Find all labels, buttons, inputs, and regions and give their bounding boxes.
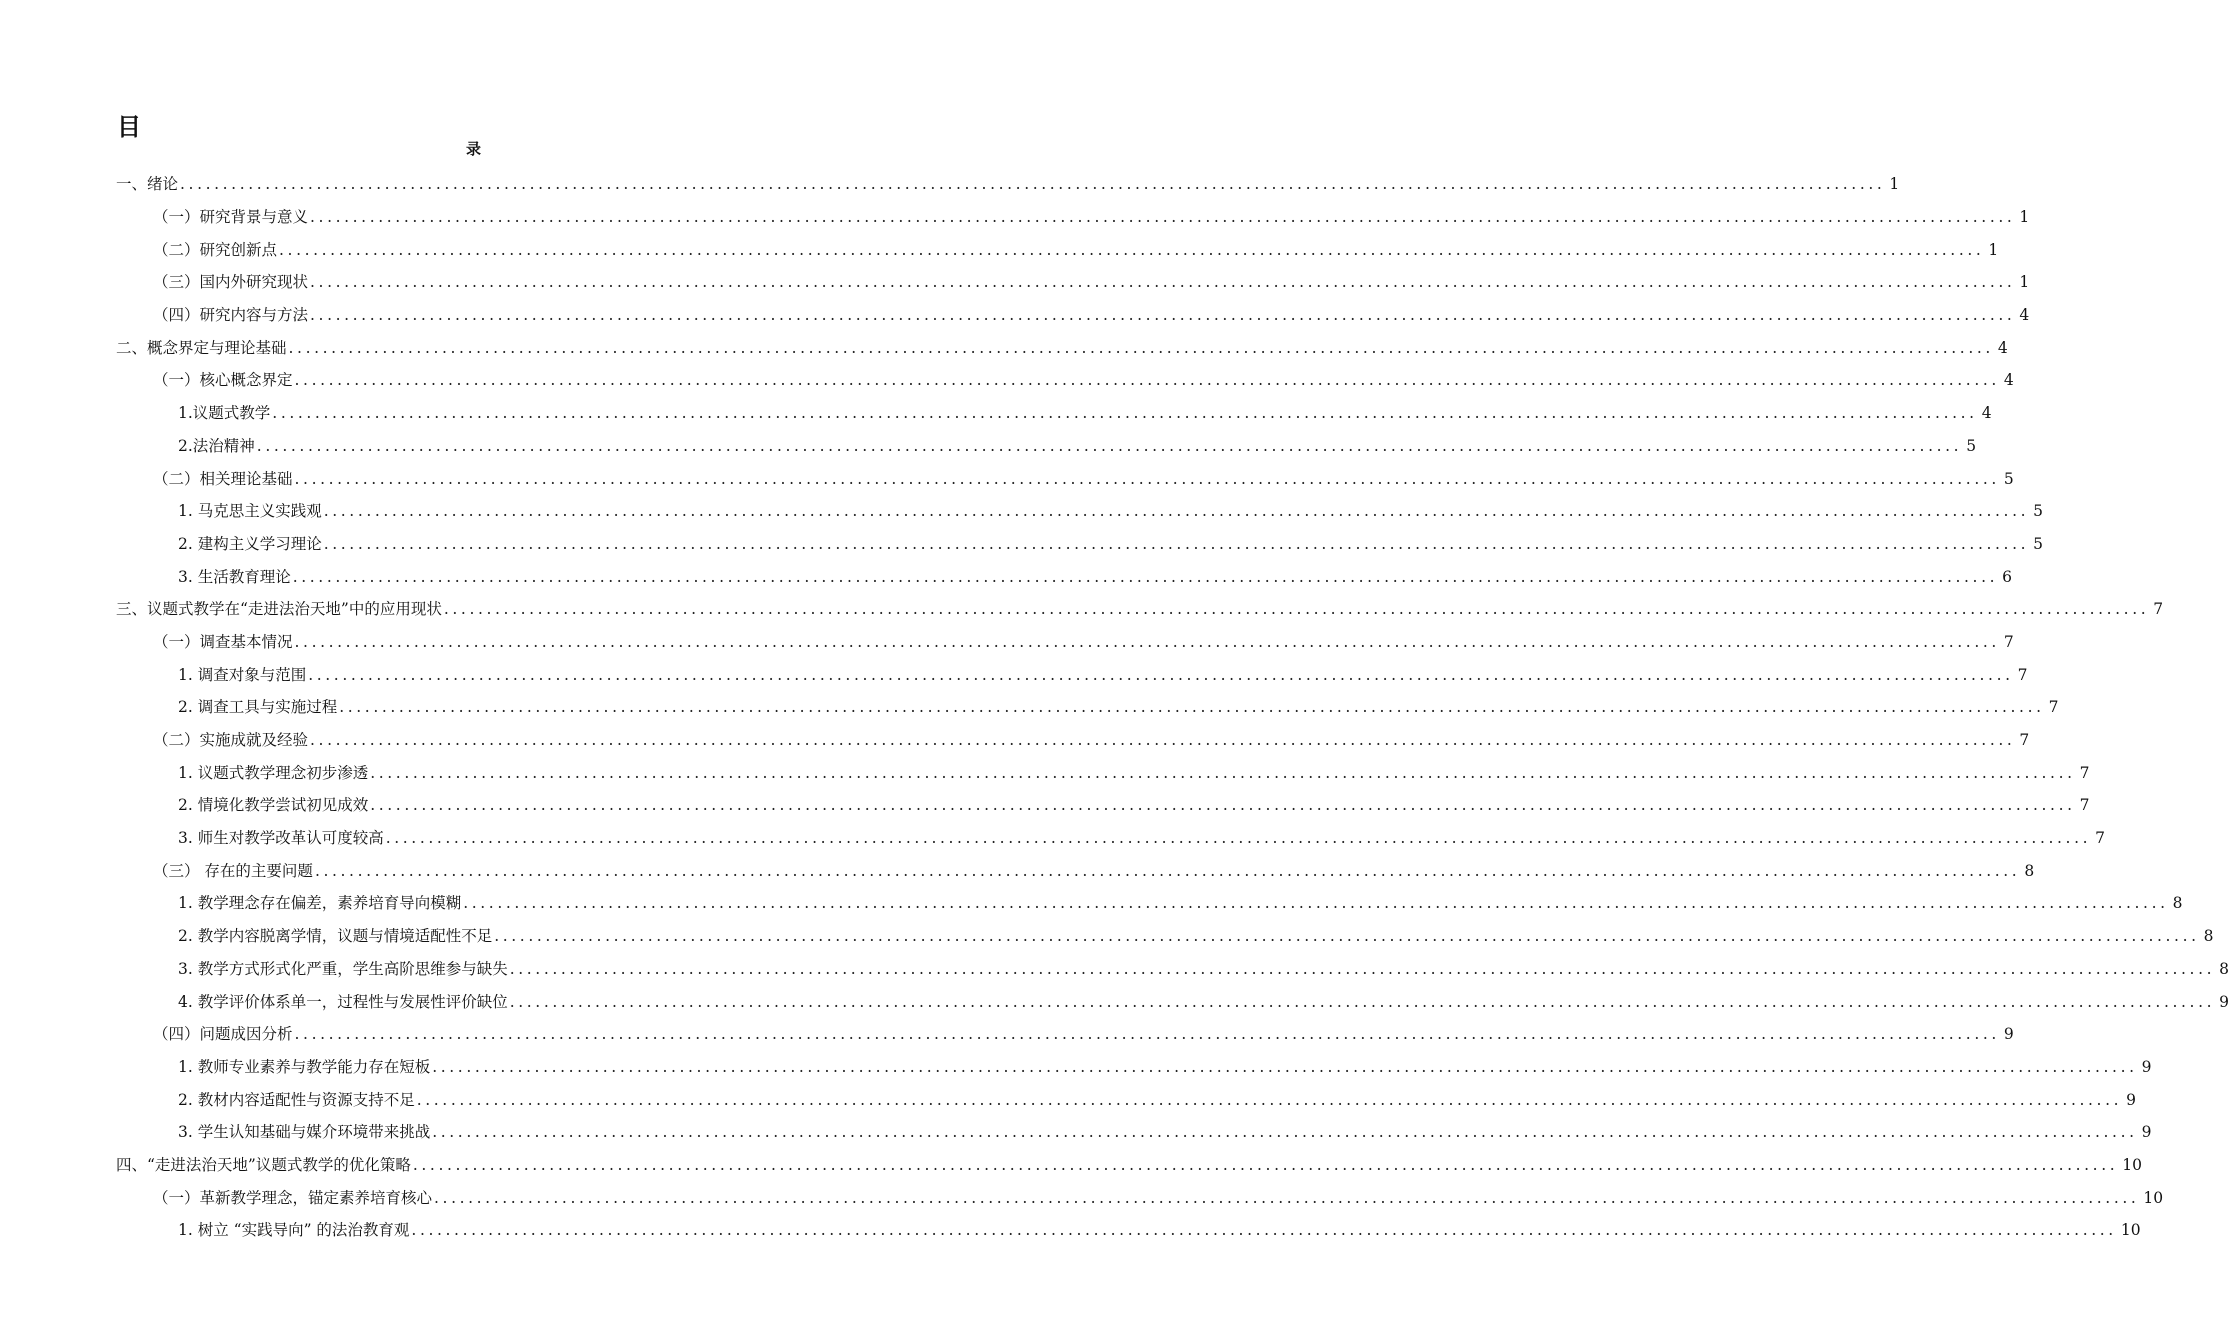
toc-entry-page-number: 4 bbox=[1997, 338, 2008, 357]
toc-entry-level2[interactable] bbox=[0, 626, 2014, 659]
toc-entry-title: （二）实施成就及经验 bbox=[153, 731, 309, 750]
toc-entry-page-number: 7 bbox=[2017, 665, 2028, 684]
toc-dot-leader: ........................................................................................................................................................................................................ bbox=[443, 600, 2150, 619]
toc-dot-leader: ........................................................................................................................................................................................................ bbox=[432, 1057, 2138, 1076]
toc-entry-level3[interactable] bbox=[0, 1051, 2152, 1084]
toc-entry-page-number: 9 bbox=[2126, 1090, 2136, 1109]
toc-entry-level2[interactable] bbox=[0, 233, 1999, 266]
toc-entry-level3[interactable] bbox=[0, 1214, 2141, 1247]
toc-entry-title: （一）研究背景与意义 bbox=[153, 208, 309, 227]
toc-list bbox=[0, 168, 2229, 1247]
toc-entry-level2[interactable] bbox=[0, 1018, 2014, 1051]
toc-entry-title: （一）核心概念界定 bbox=[153, 371, 293, 390]
toc-dot-leader: ........................................................................................................................................................................................................ bbox=[310, 306, 2016, 325]
toc-dot-leader: ........................................................................................................................................................................................................ bbox=[294, 1025, 2000, 1044]
toc-entry-title: 二、概念界定与理论基础 bbox=[116, 338, 287, 357]
toc-entry-page-number: 9 bbox=[2141, 1123, 2152, 1142]
toc-dot-leader: ........................................................................................................................................................................................................ bbox=[288, 338, 1994, 357]
toc-entry-page-number: 8 bbox=[2203, 927, 2214, 946]
toc-entry-level2[interactable] bbox=[0, 854, 2035, 887]
toc-entry-page-number: 1 bbox=[2019, 208, 2030, 227]
toc-entry-level2[interactable] bbox=[0, 201, 2030, 234]
toc-entry-level3[interactable] bbox=[0, 397, 1992, 430]
toc-entry-page-number: 4 bbox=[2019, 306, 2030, 325]
toc-entry-page-number: 5 bbox=[1966, 436, 1977, 455]
toc-entry-page-number: 9 bbox=[2003, 1025, 2014, 1044]
toc-entry-title: 1. 调查对象与范围 bbox=[178, 665, 307, 684]
toc-dot-leader: ........................................................................................................................................................................................................ bbox=[308, 665, 2014, 684]
toc-entry-title: （三）国内外研究现状 bbox=[153, 273, 309, 292]
toc-entry-page-number: 8 bbox=[2172, 894, 2183, 913]
toc-entry-level3[interactable] bbox=[0, 691, 2059, 724]
toc-dot-leader: ........................................................................................................................................................................................................ bbox=[370, 763, 2076, 782]
toc-entry-page-number: 1 bbox=[2019, 273, 2030, 292]
toc-entry-level3[interactable] bbox=[0, 1116, 2152, 1149]
toc-entry-title: （一）革新教学理念，锚定素养培育核心 bbox=[153, 1188, 433, 1207]
toc-entry-level2[interactable] bbox=[0, 462, 2014, 495]
toc-entry-page-number: 4 bbox=[1981, 404, 1992, 423]
toc-dot-leader: ........................................................................................................................................................................................................ bbox=[385, 829, 2092, 848]
toc-entry-title: 2. 情境化教学尝试初见成效 bbox=[178, 796, 369, 815]
toc-entry-title: 2. 教学内容脱离学情，议题与情境适配性不足 bbox=[178, 927, 493, 946]
toc-entry-page-number: 7 bbox=[2153, 600, 2164, 619]
toc-entry-page-number: 7 bbox=[2079, 763, 2090, 782]
toc-entry-page-number: 5 bbox=[2033, 534, 2043, 553]
toc-dot-leader: ........................................................................................................................................................................................................ bbox=[416, 1090, 2123, 1109]
toc-entry-level3[interactable] bbox=[0, 1083, 2136, 1116]
toc-entry-page-number: 7 bbox=[2003, 632, 2014, 651]
toc-entry-page-number: 10 bbox=[2122, 1155, 2142, 1174]
toc-entry-level3[interactable] bbox=[0, 658, 2028, 691]
toc-entry-level2[interactable] bbox=[0, 724, 2030, 757]
toc-entry-page-number: 1 bbox=[1889, 175, 1900, 194]
toc-entry-title: 3. 生活教育理论 bbox=[178, 567, 291, 586]
toc-entry-level3[interactable] bbox=[0, 985, 2229, 1018]
toc-dot-leader: ........................................................................................................................................................................................................ bbox=[256, 436, 1963, 455]
toc-entry-title: 四、“走进法治天地”议题式教学的优化策略 bbox=[116, 1155, 411, 1174]
toc-entry-title: 三、议题式教学在“走进法治天地”中的应用现状 bbox=[116, 600, 442, 619]
toc-entry-title: 2. 调查工具与实施过程 bbox=[178, 698, 338, 717]
toc-entry-level3[interactable] bbox=[0, 560, 2012, 593]
toc-entry-page-number: 7 bbox=[2095, 829, 2105, 848]
toc-entry-title: （二）相关理论基础 bbox=[153, 469, 293, 488]
toc-dot-leader: ........................................................................................................................................................................................................ bbox=[180, 175, 1886, 194]
toc-dot-leader: ........................................................................................................................................................................................................ bbox=[509, 992, 2216, 1011]
toc-entry-level1[interactable] bbox=[0, 1149, 2142, 1182]
toc-entry-page-number: 10 bbox=[2143, 1188, 2164, 1207]
toc-dot-leader: ........................................................................................................................................................................................................ bbox=[279, 240, 1985, 259]
toc-dot-leader: ........................................................................................................................................................................................................ bbox=[294, 371, 2000, 390]
toc-entry-title: 3. 师生对教学改革认可度较高 bbox=[178, 829, 384, 848]
toc-entry-level1[interactable] bbox=[0, 593, 2164, 626]
toc-entry-page-number: 7 bbox=[2048, 698, 2059, 717]
toc-entry-level3[interactable] bbox=[0, 920, 2214, 953]
toc-entry-title: 1. 议题式教学理念初步渗透 bbox=[178, 763, 369, 782]
toc-entry-page-number: 5 bbox=[2033, 502, 2043, 521]
toc-dot-leader: ........................................................................................................................................................................................................ bbox=[434, 1188, 2140, 1207]
toc-entry-page-number: 8 bbox=[2024, 861, 2035, 880]
toc-entry-title: 4. 教学评价体系单一，过程性与发展性评价缺位 bbox=[178, 992, 508, 1011]
toc-title-part2: 录 bbox=[466, 140, 482, 158]
toc-entry-title: （四）问题成因分析 bbox=[153, 1025, 293, 1044]
toc-entry-title: （一）调查基本情况 bbox=[153, 632, 293, 651]
toc-entry-page-number: 1 bbox=[1988, 240, 1999, 259]
toc-entry-page-number: 5 bbox=[2003, 469, 2014, 488]
toc-dot-leader: ........................................................................................................................................................................................................ bbox=[339, 698, 2045, 717]
toc-entry-title: 1.议题式教学 bbox=[178, 404, 271, 423]
toc-dot-leader: ........................................................................................................................................................................................................ bbox=[292, 567, 1999, 586]
toc-entry-level3[interactable] bbox=[0, 887, 2183, 920]
toc-entry-page-number: 6 bbox=[2002, 567, 2012, 586]
toc-entry-level1[interactable] bbox=[0, 168, 1900, 201]
toc-dot-leader: ........................................................................................................................................................................................................ bbox=[370, 796, 2076, 815]
toc-entry-level3[interactable] bbox=[0, 495, 2043, 528]
toc-dot-leader: ........................................................................................................................................................................................................ bbox=[323, 534, 2030, 553]
toc-entry-level3[interactable] bbox=[0, 756, 2090, 789]
toc-entry-level2[interactable] bbox=[0, 364, 2014, 397]
toc-entry-title: 2. 建构主义学习理论 bbox=[178, 534, 322, 553]
toc-dot-leader: ........................................................................................................................................................................................................ bbox=[323, 502, 2030, 521]
toc-entry-level2[interactable] bbox=[0, 299, 2030, 332]
toc-entry-title: 2.法治精神 bbox=[178, 436, 255, 455]
toc-dot-leader: ........................................................................................................................................................................................................ bbox=[509, 959, 2216, 978]
toc-entry-page-number: 8 bbox=[2219, 959, 2229, 978]
toc-entry-title: 1. 马克思主义实践观 bbox=[178, 502, 322, 521]
toc-entry-page-number: 4 bbox=[2003, 371, 2014, 390]
toc-entry-level3[interactable] bbox=[0, 822, 2105, 855]
toc-entry-title: （四）研究内容与方法 bbox=[153, 306, 309, 325]
toc-dot-leader: ........................................................................................................................................................................................................ bbox=[272, 404, 1978, 423]
toc-entry-page-number: 7 bbox=[2019, 731, 2030, 750]
toc-title-part1: 目 bbox=[117, 112, 141, 141]
toc-entry-title: 一、绪论 bbox=[116, 175, 179, 194]
toc-entry-title: 3. 教学方式形式化严重，学生高阶思维参与缺失 bbox=[178, 959, 508, 978]
toc-entry-level1[interactable] bbox=[0, 331, 2008, 364]
toc-dot-leader: ........................................................................................................................................................................................................ bbox=[432, 1123, 2138, 1142]
toc-entry-page-number: 9 bbox=[2141, 1057, 2152, 1076]
toc-entry-level3[interactable] bbox=[0, 430, 1977, 463]
toc-entry-level3[interactable] bbox=[0, 789, 2090, 822]
toc-entry-title: 3. 学生认知基础与媒介环境带来挑战 bbox=[178, 1123, 431, 1142]
toc-dot-leader: ........................................................................................................................................................................................................ bbox=[412, 1155, 2119, 1174]
toc-entry-level2[interactable] bbox=[0, 1181, 2164, 1214]
toc-dot-leader: ........................................................................................................................................................................................................ bbox=[310, 731, 2016, 750]
toc-entry-title: （二）研究创新点 bbox=[153, 240, 278, 259]
toc-dot-leader: ........................................................................................................................................................................................................ bbox=[310, 273, 2016, 292]
toc-entry-page-number: 10 bbox=[2120, 1221, 2141, 1240]
toc-entry-level3[interactable] bbox=[0, 528, 2043, 561]
toc-entry-title: 2. 教材内容适配性与资源支持不足 bbox=[178, 1090, 415, 1109]
toc-dot-leader: ........................................................................................................................................................................................................ bbox=[494, 927, 2200, 946]
toc-entry-page-number: 7 bbox=[2079, 796, 2090, 815]
toc-dot-leader: ........................................................................................................................................................................................................ bbox=[310, 208, 2016, 227]
toc-dot-leader: ........................................................................................................................................................................................................ bbox=[411, 1221, 2117, 1240]
toc-dot-leader: ........................................................................................................................................................................................................ bbox=[463, 894, 2169, 913]
toc-dot-leader: ........................................................................................................................................................................................................ bbox=[314, 861, 2021, 880]
toc-entry-level3[interactable] bbox=[0, 953, 2229, 986]
toc-entry-title: 1. 教学理念存在偏差，素养培育导向模糊 bbox=[178, 894, 462, 913]
toc-entry-page-number: 9 bbox=[2219, 992, 2229, 1011]
toc-entry-title: （三） 存在的主要问题 bbox=[153, 861, 313, 880]
toc-entry-level2[interactable] bbox=[0, 266, 2030, 299]
toc-entry-title: 1. 教师专业素养与教学能力存在短板 bbox=[178, 1057, 431, 1076]
toc-entry-title: 1. 树立 “实践导向” 的法治教育观 bbox=[178, 1221, 410, 1240]
toc-dot-leader: ........................................................................................................................................................................................................ bbox=[294, 632, 2000, 651]
toc-dot-leader: ........................................................................................................................................................................................................ bbox=[294, 469, 2000, 488]
